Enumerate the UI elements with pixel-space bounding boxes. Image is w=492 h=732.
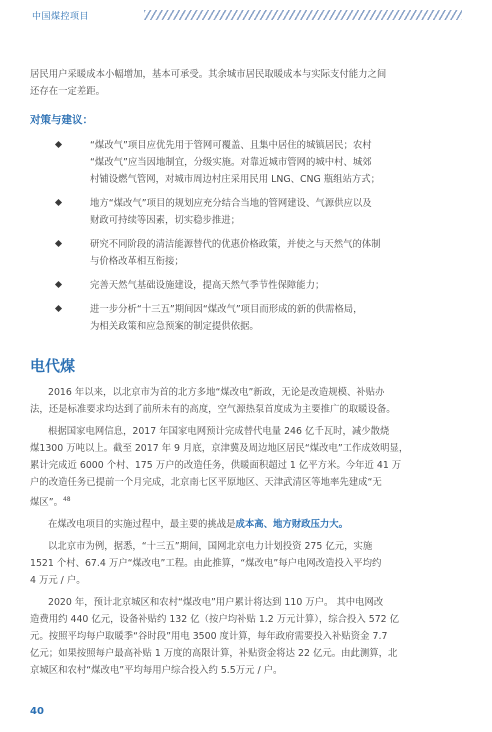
paragraph-line: 法，还是标准要求均达到了前所未有的高度，空气源热泵首度成为主要推广的取暖设备。: [30, 404, 396, 415]
list-item-line: 财政可持续等因素，切实稳步推进；: [90, 215, 241, 226]
paragraph-line: 根据国家电网信息，2017 年国家电网预计完成替代电量 246 亿千瓦时，减少散烧: [48, 426, 390, 437]
paragraph: [30, 516, 462, 533]
paragraph-line: 京城区和农村“煤改电”平均每用户综合投入约 5.5万元 / 户。: [30, 665, 283, 677]
list-item-line: 为相关政策和应急预案的制定提供依据。: [90, 321, 259, 332]
intro-line: 居民用户采暖成本小幅增加，基本可承受。其余城市居民取暖成本与实际支付能力之间: [30, 69, 387, 80]
intro-paragraph: [30, 66, 462, 100]
paragraph: [30, 538, 462, 589]
list-item: [30, 195, 462, 229]
paragraph: [30, 384, 462, 418]
list-item-line: 与价格改革相互衔接；: [90, 256, 184, 267]
list-item-line: 完善天然气基础设施建设，提高天然气季节性保障能力；: [90, 280, 325, 291]
list-item-line: 研究不同阶段的清洁能源替代的优惠价格政策，并使之与天然气的体制: [90, 239, 381, 250]
page-number: 40: [30, 706, 44, 717]
footnote-marker: 48: [62, 496, 71, 503]
paragraph-line: 1521 个村、67.4 万户“煤改电”工程。由此推算，“煤改电”每户电网改造投入平均约: [30, 558, 382, 570]
list-item: [30, 137, 462, 188]
list-item-line: “煤改气”项目应优先用于管网可覆盖、且集中居住的城镇居民；农村: [90, 140, 372, 151]
paragraph-line: 以北京市为例，据悉，“十三五”期间，国网北京电力计划投资 275 亿元，实施: [48, 541, 373, 553]
header-title: 中国煤控项目: [32, 12, 90, 22]
suggestions-heading: 对策与建议：: [30, 114, 93, 126]
paragraph-line: 累计完成近 6000 个村、175 万户的改造任务，供暖面积超过 1 亿平方米。今年近 41 万: [30, 460, 402, 471]
list-item-line: “煤改气”应当因地制宜，分级实施。对靠近城市管网的城中村、城郊: [90, 157, 372, 168]
list-item: [30, 236, 462, 270]
page-body: [30, 66, 462, 679]
list-item-line: 进一步分析“十三五”期间因“煤改气”项目而形成的新的供需格局，: [90, 304, 363, 315]
diamond-bullet-icon: [55, 199, 62, 206]
diamond-bullet-icon: [55, 141, 62, 148]
paragraph-line: 4 万元 / 户。: [30, 575, 86, 587]
section-title: 电代煤: [30, 357, 76, 375]
paragraph-line: 2020 年，预计北京城区和农村“煤改电”用户累计将达到 110 万户。 其中电网改: [48, 597, 384, 609]
diamond-bullet-icon: [55, 281, 62, 288]
highlight-text: 成本高、地方财政压力大。: [235, 519, 349, 531]
paragraph-line: 元。按照平均每户取暖季“谷时段”用电 3500 度计算，每年政府需要投入补贴资金 7.7: [30, 631, 388, 643]
list-item: [30, 301, 462, 335]
paragraph-line: 造费用约 440 亿元，设备补贴约 132 亿（按户均补贴 1.2 万元计算），综合投入 572 亿: [30, 614, 399, 626]
paragraph-line: 亿元；如果按照每户最高补贴 1 万度的高限计算，补贴资金将达 22 亿元。由此测算，北: [30, 648, 398, 660]
intro-line: 还存在一定差距。: [30, 86, 106, 97]
paragraph-line: 户的改造任务已提前一个月完成，北京南七区平原地区、天津武清区等地率先建成“无: [30, 477, 382, 488]
list-item: [30, 277, 462, 294]
paragraph: [30, 594, 462, 679]
paragraph-line: 煤区”。: [30, 497, 63, 509]
paragraph-line: 在煤改电项目的实施过程中，最主要的挑战是: [48, 519, 236, 531]
header-stripe-decoration: [144, 10, 462, 20]
list-item-line: 地方“煤改气”项目的规划应充分结合当地的管网建设、气源供应以及: [90, 198, 372, 209]
diamond-bullet-icon: [55, 305, 62, 312]
page-header: [32, 8, 462, 24]
diamond-bullet-icon: [55, 240, 62, 247]
paragraph-line: 2016 年以来，以北京市为首的北方多地“煤改电”新政，无论是改造规模、补贴办: [48, 387, 385, 398]
suggestions-list: [30, 137, 462, 335]
list-item-line: 村铺设燃气管网，对城市周边村庄采用民用 LNG、CNG 瓶组站方式；: [90, 174, 381, 185]
paragraph-line: 煤1300 万吨以上。截至 2017 年 9 月底，京津冀及周边地区居民“煤改电”工作成效明显，: [30, 443, 409, 454]
paragraph: [30, 423, 462, 511]
